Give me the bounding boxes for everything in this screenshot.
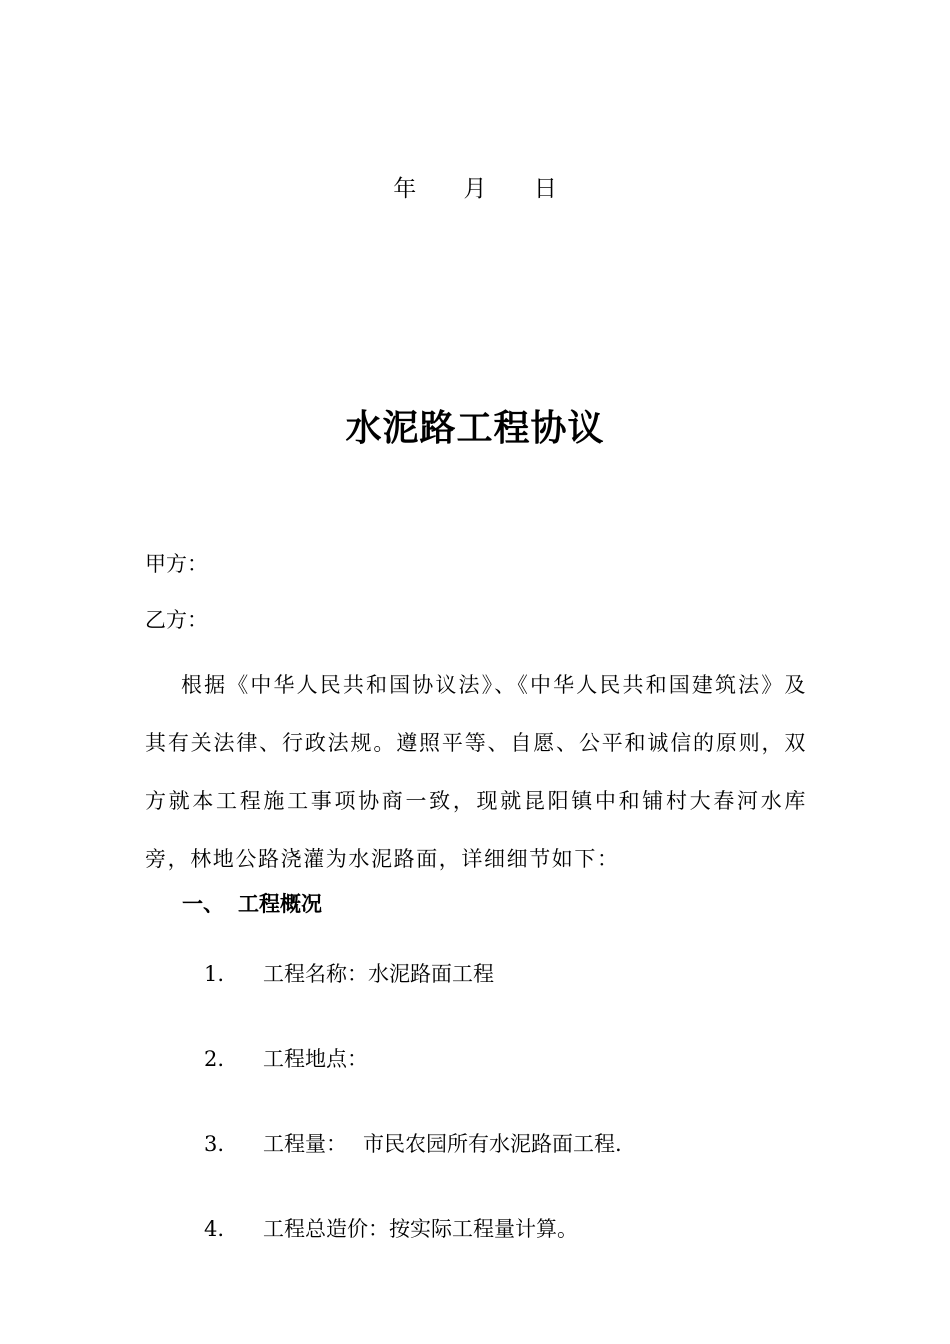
item-label: 工程量： (263, 1132, 347, 1156)
item-number: 3. (204, 1132, 225, 1156)
item-project-location (204, 1043, 368, 1073)
section-one-heading (182, 888, 322, 918)
item-value: 市民农园所有水泥路面工程. (363, 1132, 622, 1156)
item-value: 按实际工程量计算。 (389, 1217, 578, 1241)
date-month: 月 (463, 176, 487, 202)
date-year: 年 (393, 176, 417, 202)
item-number: 4. (204, 1217, 225, 1241)
item-label: 工程总造价： (263, 1217, 389, 1241)
item-number: 2. (204, 1047, 225, 1071)
item-number: 1. (204, 962, 225, 986)
item-label: 工程地点： (263, 1047, 368, 1071)
item-project-quantity (204, 1128, 622, 1158)
item-project-name (204, 958, 494, 988)
item-value: 水泥路面工程 (368, 962, 494, 986)
intro-paragraph: 根据《中华人民共和国协议法》、《中华人民共和国建筑法》及其有关法律、行政法规。遵照平等、自愿、公平和诚信的原则，双方就本工程施工事项协商一致，现就昆阳镇中和铺村大春河水库旁，林地公路浇灌为水泥路面，详细细节如下： (145, 673, 807, 871)
section-one-number: 一、 (182, 892, 224, 916)
date-day: 日 (533, 176, 557, 202)
date-line (0, 170, 950, 203)
party-a-label: 甲方： (145, 552, 208, 576)
section-one-title: 工程概况 (238, 892, 322, 916)
item-label: 工程名称： (263, 962, 368, 986)
item-total-cost (204, 1213, 578, 1243)
party-b-label: 乙方： (145, 608, 208, 632)
document-title: 水泥路工程协议 (345, 408, 605, 449)
